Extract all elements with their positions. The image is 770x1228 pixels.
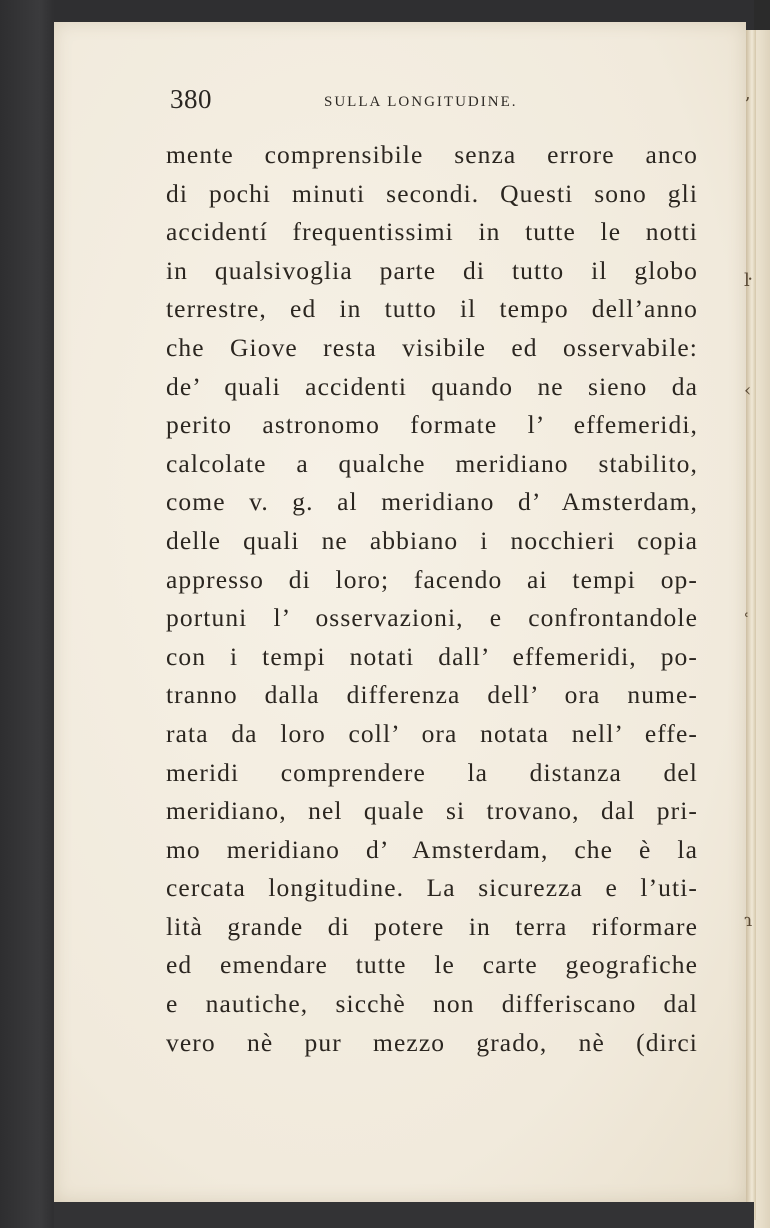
text-line: cercata longitudine. La sicurezza e l’uti- [166,873,698,903]
bottom-shadow [54,1202,754,1228]
text-line: e nautiche, sicchè non differiscano dal [166,989,698,1019]
text-line: vero nè pur mezzo grado, nè (dirci [166,1027,698,1057]
edge-mark: ‹ [744,380,752,401]
text-line: tranno dalla differenza dell’ ora nume- [166,680,698,710]
text-line: ed emendare tutte le carte geografiche [166,950,698,980]
text-line: accidentí frequentissimi in tutte le notti [166,217,698,247]
text-line: perito astronomo formate l’ effemeridi, [166,410,698,440]
text-line: come v. g. al meridiano d’ Amsterdam, [166,487,698,517]
text-line: di pochi minuti secondi. Questi sono gli [166,178,698,208]
text-line: che Giove resta visibile ed osservabile: [166,332,698,362]
edge-mark: ɿ [744,910,753,931]
text-line: con i tempi notati dall’ effemeridi, po- [166,641,698,671]
text-line: calcolate a qualche meridiano stabilito, [166,448,698,478]
edge-mark: ʼ [744,94,750,115]
text-line: rata da loro coll’ ora notata nell’ effe- [166,718,698,748]
edge-mark: ŀ [744,270,750,291]
text-line: meridi comprendere la distanza del [166,757,698,787]
text-line: mo meridiano d’ Amsterdam, che è la [166,834,698,864]
text-line: terrestre, ed in tutto il tempo dell’anno [166,294,698,324]
text-line: meridiano, nel quale si trovano, dal pri- [166,796,698,826]
text-line: in qualsivoglia parte di tutto il globo [166,255,698,285]
page-header [162,84,702,124]
text-line: appresso di loro; facendo ai tempi op- [166,564,698,594]
edge-mark: ʿ [744,610,750,631]
text-line: de’ quali accidenti quando ne sieno da [166,371,698,401]
text-line: mente comprensibile senza errore anco [166,140,698,169]
text-line: lità grande di potere in terra riformare [166,911,698,941]
text-line: portuni l’ osservazioni, e confrontandole [166,603,698,633]
running-head: SULLA LONGITUDINE. [324,94,518,110]
text-line: delle quali ne abbiano i nocchieri copia [166,525,698,555]
page-number: 380 [170,84,212,114]
body-text [166,136,698,1062]
